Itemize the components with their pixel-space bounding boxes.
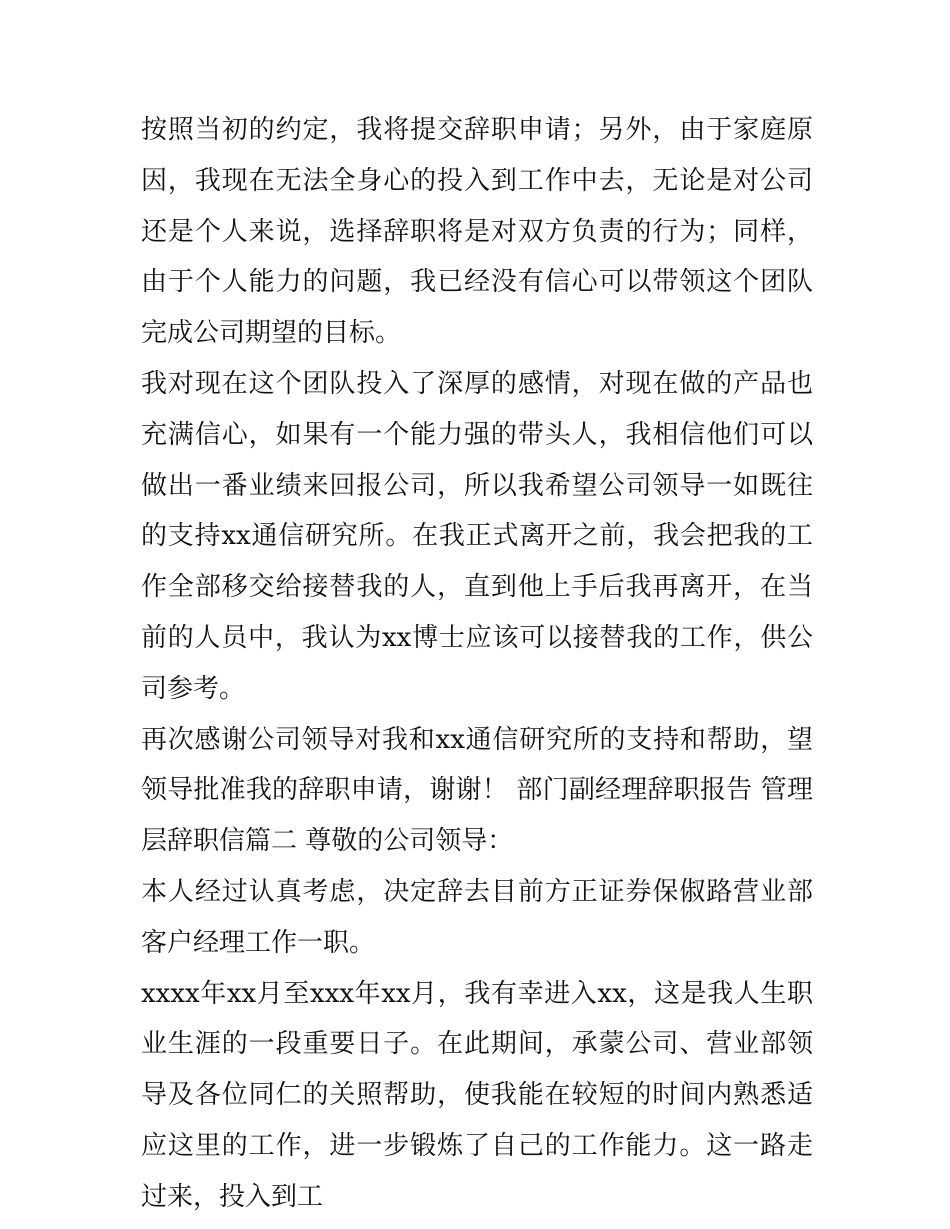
paragraph-1: 按照当初的约定，我将提交辞职申请；另外，由于家庭原因，我现在无法全身心的投入到工作中去，无论是对公司还是个人来说，选择辞职将是对双方负责的行为；同样，由于个人能力的问题，我已经没有信心可以带领这个团队完成公司期望的目标。 [141,115,813,349]
paragraph-3: 再次感谢公司领导对我和xx通信研究所的支持和帮助，望领导批准我的辞职申请，谢谢！ 部门副经理辞职报告 管理层辞职信篇二 尊敬的公司领导： [141,724,813,857]
paragraph-2: 我对现在这个团队投入了深厚的感情，对现在做的产品也充满信心，如果有一个能力强的带头人，我相信他们可以做出一番业绩来回报公司，所以我希望公司领导一如既往的支持xx通信研究所。在我正式离开之前，我会把我的工作全部移交给接替我的人，直到他上手后我再离开，在当前的人员中，我认为xx博士应该可以接替我的工作，供公司参考。 [141,368,813,704]
document-body [141,105,813,1223]
paragraph-4: 本人经过认真考虑，决定辞去目前方正证券保俶路营业部客户经理工作一职。 [141,876,813,958]
paragraph-5: xxxx年xx月至xxx年xx月，我有幸进入xx，这是我人生职业生涯的一段重要日子。在此期间，承蒙公司、营业部领导及各位同仁的关照帮助，使我能在较短的时间内熟悉适应这里的工作，进一步锻炼了自己的工作能力。这一路走过来，投入到工 [141,978,813,1212]
